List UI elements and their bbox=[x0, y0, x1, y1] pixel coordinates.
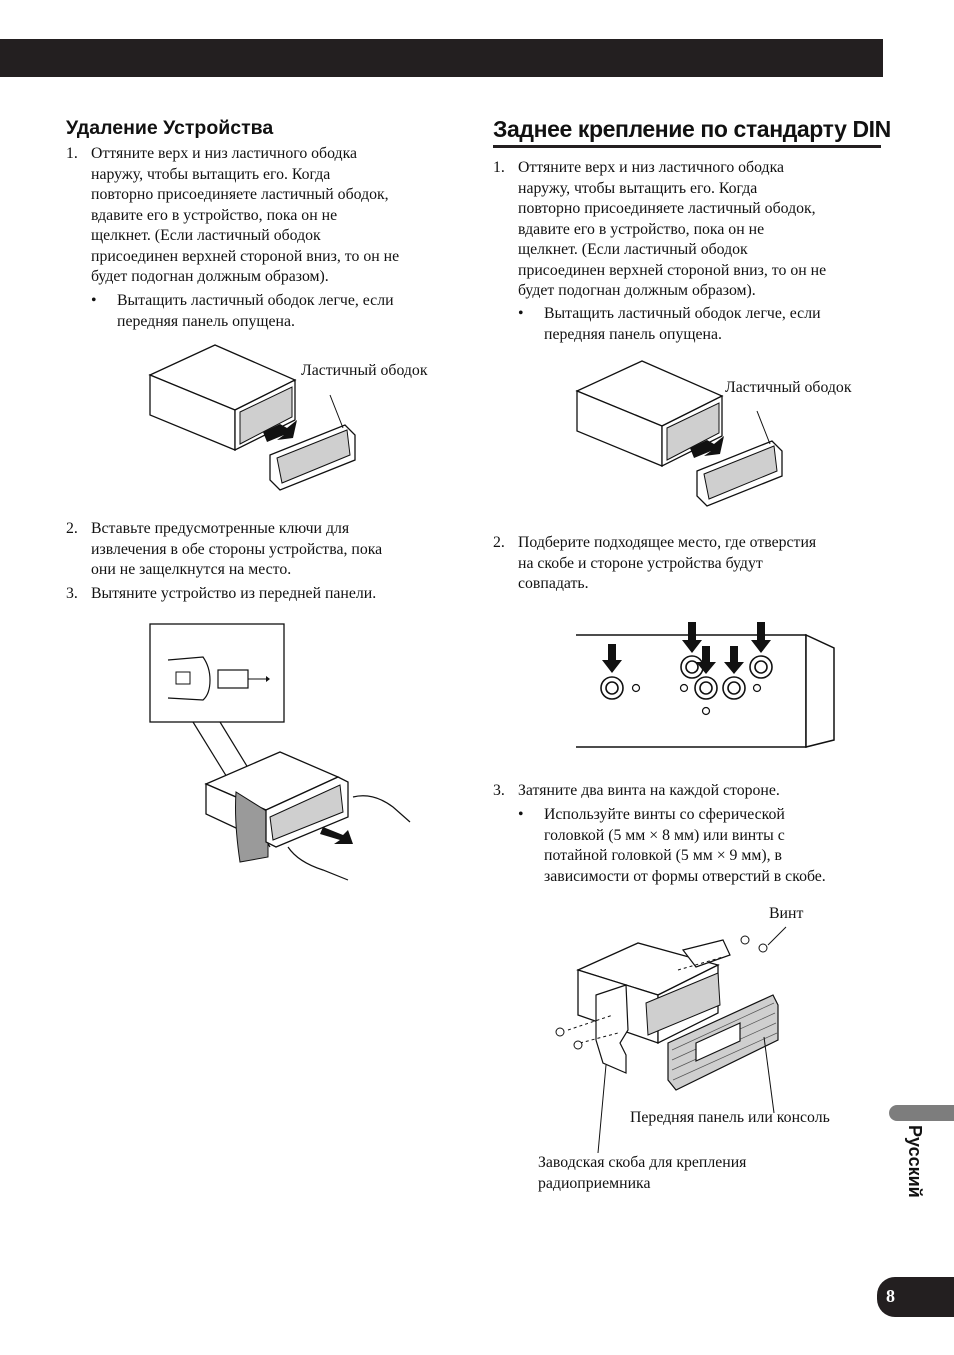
right-step-2: 2. Подберите подходящее место, где отверстия на скобе и стороне устройства будут совпадать. bbox=[493, 534, 817, 592]
left-step-2: 2. Вставьте предусмотренные ключи для извлечения в обе стороны устройства, пока они не защелкнутся на место. bbox=[66, 520, 383, 578]
section-title-din-rear: Заднее крепление по стандарту DIN bbox=[493, 116, 881, 148]
right-bullet-1: • Вытащить ластичный ободок легче, если передняя панель опущена. bbox=[518, 305, 821, 343]
right-step-1: 1. Оттяните верх и низ ластичного ободка наружу, чтобы вытащить его. Когда повторно присоединяете ластичный ободок, вдавите его в устройство, пока он не щелкнет. (Если ластичный ободок присоединен верхней стороной вниз, то он не будет подогнан должным образом). bbox=[493, 159, 827, 299]
left-step-1: 1. Оттяните верх и низ ластичного ободка наружу, чтобы вытащить его. Когда повторно присоединяете ластичный ободок, вдавите его в устройство, пока он не щелкнет. (Если ластичный ободок присоединен верхней стороной вниз, то он не будет подогнан должным образом). bbox=[66, 144, 456, 288]
label-bracket: Заводская скоба для крепления радиоприемника bbox=[538, 1154, 747, 1192]
header-bar bbox=[0, 39, 883, 77]
label-ring-right: Ластичный ободок bbox=[725, 379, 852, 396]
right-bullet-3: • Используйте винты со сферической головкой (5 мм × 8 мм) или винты с потайной головкой (5 мм × 9 мм), в зависимости от формы отверстий в скобе. bbox=[518, 806, 826, 885]
right-step-3: 3. Затяните два винта на каждой стороне. bbox=[493, 782, 780, 799]
side-tab-marker bbox=[889, 1105, 954, 1121]
bracket-hole-alignment-figure bbox=[574, 620, 839, 750]
section-title-removal: Удаление Устройства bbox=[66, 117, 274, 139]
unit-extraction-figure bbox=[148, 622, 418, 887]
left-bullet-1: • Вытащить ластичный ободок легче, если передняя панель опущена. bbox=[91, 292, 394, 330]
label-screw: Винт bbox=[769, 905, 804, 922]
label-ring-left: Ластичный ободок bbox=[301, 362, 428, 379]
language-tab: Русский bbox=[905, 1125, 925, 1198]
label-front-panel: Передняя панель или консоль bbox=[630, 1109, 830, 1126]
left-step-1-text: Оттяните верх и низ ластичного ободка наружу, чтобы вытащить его. Когда повторно присоединяете ластичный ободок, вдавите его в устройство, пока он не щелкнет. (Если ластичный ободок присоединен верхней стороной вниз, то он не будет подогнан должным образом). bbox=[91, 145, 400, 285]
left-step-3: 3. Вытяните устройство из передней панели. bbox=[66, 585, 377, 602]
page-number: 8 bbox=[877, 1277, 954, 1317]
